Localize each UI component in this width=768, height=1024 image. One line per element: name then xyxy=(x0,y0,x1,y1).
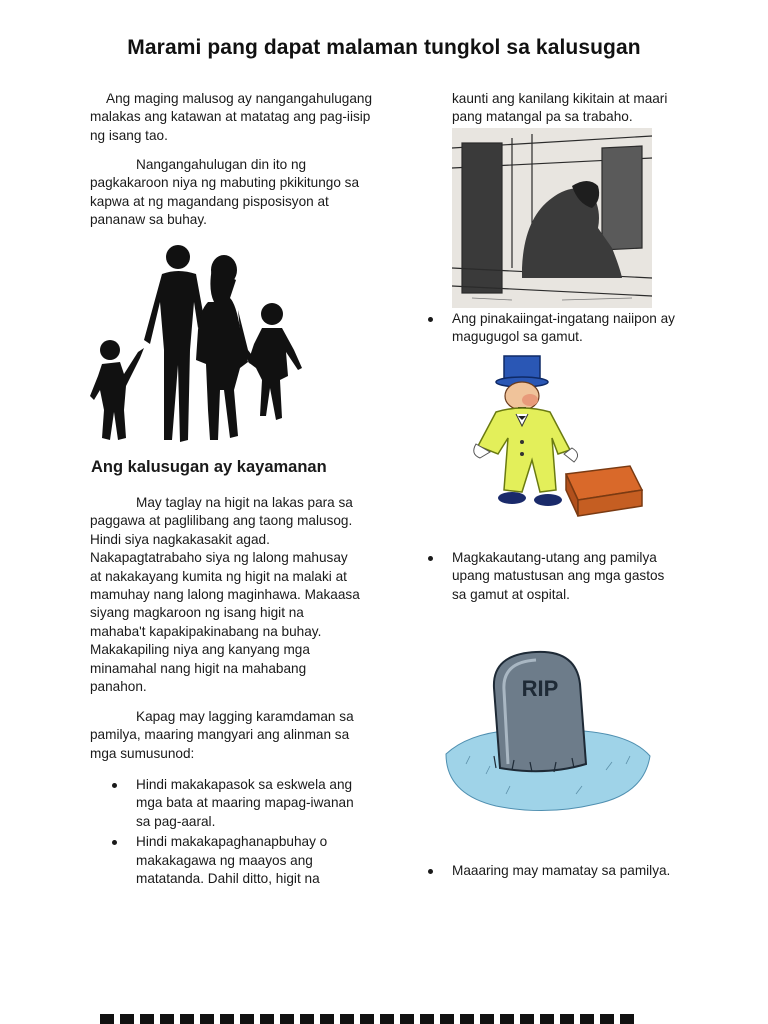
list-item: Magkakautang-utang ang pamilya upang matustusan ang mga gastos sa gamut at ospital. xyxy=(426,549,676,604)
illness-paragraph: Kapag may lagging karamdaman sa pamilya, maaring mangyari ang alinman sa mga sumusunod: xyxy=(90,709,354,761)
section-heading: Ang kalusugan ay kayamanan xyxy=(91,458,327,476)
grieving-man-illustration xyxy=(452,128,652,308)
cropped-next-title xyxy=(100,1014,640,1024)
health-wealth-paragraph: May taglay na higit na lakas para sa paggawa at paglilibang ang taong malusog. Hindi siya nagkakasakit agad. Nakapagtatrabaho siya ng lalong mahusay at nakakayang kumita ng higit na malaki at mamuhay nang lalong maginhawa. Makaasa siyang magkaroon ng isang higit na mahaba't kapakipakinabang na buhay. Makakapiling niya ang kanyang mga minamahal nang higit na mahabang panahon. xyxy=(90,495,360,695)
tombstone-illustration xyxy=(436,644,656,820)
list-item: Maaaring may mamatay sa pamilya. xyxy=(426,862,686,880)
second-paragraph: Nangangahulugan din ito ng pagkakaroon niya ng mabuting pkikitungo sa kapwa at ng magandang pisposisyon at pananaw sa buhay. xyxy=(90,157,360,228)
tombstone-text: RIP xyxy=(521,676,559,701)
left-bullet-list xyxy=(110,776,360,890)
list-item: Hindi makakapaghanapbuhay o makakagawa ng maayos ang matatanda. Dahil ditto, higit na xyxy=(110,833,360,888)
list-item: Ang pinakaiingat-ingatang naiipon ay magugugol sa gamut. xyxy=(426,310,676,347)
intro-paragraph: Ang maging malusog ay nangangahulugang malakas ang katawan at matatag ang pag-iisip ng isang tao. xyxy=(90,91,373,143)
family-silhouette-illustration xyxy=(90,240,305,455)
right-bullet-1 xyxy=(426,310,676,349)
continued-text: kaunti ang kanilang kikitain at maari pang matangal pa sa trabaho. xyxy=(452,91,668,125)
page-title: Marami pang dapat malaman tungkol sa kalusugan xyxy=(127,36,641,59)
right-bullet-2 xyxy=(426,549,676,606)
right-bullet-3 xyxy=(426,862,686,882)
broke-man-illustration xyxy=(460,350,650,530)
list-item: Hindi makakapasok sa eskwela ang mga bata at maaring mapag-iwanan sa pag-aaral. xyxy=(110,776,360,831)
